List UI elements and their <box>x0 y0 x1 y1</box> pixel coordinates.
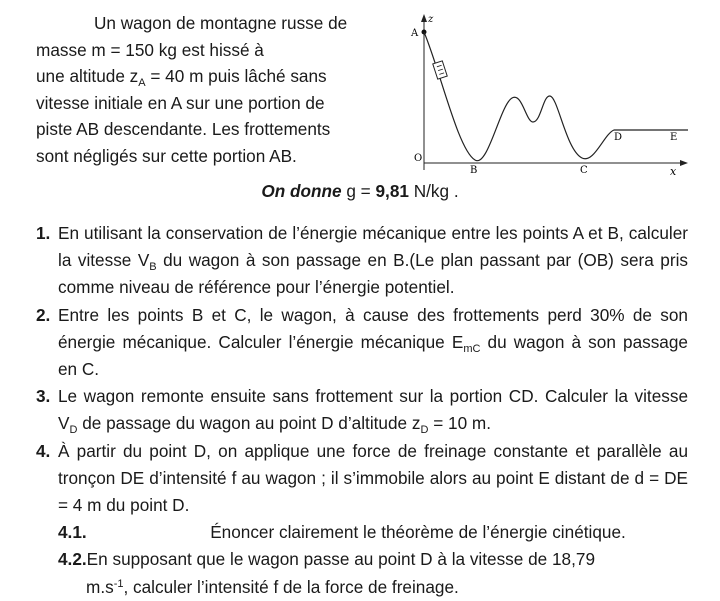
question-4 <box>36 438 688 520</box>
questions-list <box>36 220 688 601</box>
question-sub-2: D <box>420 424 429 437</box>
question-text: Énoncer clairement le théorème de l’énergie cinétique. <box>210 522 626 543</box>
question-number: 4. <box>36 440 51 461</box>
question-2 <box>36 302 688 384</box>
question-sub: mC <box>463 342 481 355</box>
question-1 <box>36 220 688 302</box>
question-sub: D <box>69 424 78 437</box>
intro-line-2 <box>36 37 370 64</box>
question-text-cont: de passage du wagon au point D d’altitude z <box>77 413 421 434</box>
label-E: E <box>670 132 678 143</box>
given-unit: N/kg . <box>408 181 459 201</box>
question-number: 4.1. <box>58 522 87 543</box>
given-g: g = <box>341 181 376 201</box>
question-text-end: = 10 m. <box>428 413 491 434</box>
question-3 <box>36 383 688 437</box>
wagon-icon <box>433 61 447 79</box>
question-text: À partir du point D, on applique une force de freinage constante et parallèle au tronçon DE d’intensité f au wagon ; il s’immobile alors au point E distant de d = DE = 4 m du point D. <box>58 440 688 516</box>
z-axis-arrow <box>421 14 427 22</box>
track-curve <box>424 32 688 161</box>
given-lead: On donne <box>261 181 342 201</box>
question-number: 1. <box>36 223 51 243</box>
intro-line-1: Un wagon de montagne russe de <box>94 13 348 33</box>
label-A: A <box>411 28 419 39</box>
question-text-cont: du wagon à son passage en C. <box>58 331 688 380</box>
label-z: z <box>428 14 434 25</box>
question-number: 4.2. <box>58 549 87 570</box>
intro-altitude-sub: A <box>138 77 146 90</box>
question-text-cont: du wagon à son passage en B.(Le plan passant par (OB) sera pris comme niveau de référence pour l’énergie potentiel. <box>58 250 688 298</box>
question-text: Le wagon remonte ensuite sans frottement sur la portion CD. Calculer la vitesse V <box>58 386 688 434</box>
label-B: B <box>470 165 478 176</box>
intro-mass-value: m = 150 kg est hissé à <box>91 39 264 60</box>
roller-coaster-figure <box>400 10 700 180</box>
given-value: 9,81 <box>375 181 409 201</box>
question-text: Entre les points B et C, le wagon, à cause des frottements perd 30% de son énergie mécanique. Calculer l’énergie mécanique E <box>58 304 688 352</box>
label-x: x <box>670 165 677 178</box>
question-sub: B <box>149 261 157 274</box>
intro-masse-label: masse <box>36 39 87 60</box>
label-D: D <box>614 132 623 143</box>
label-C: C <box>580 165 588 176</box>
given-constant <box>0 181 720 202</box>
intro-altitude-text: une altitude z <box>36 66 139 87</box>
intro-line-4: vitesse initiale en A sur une portion de <box>36 92 325 113</box>
question-sup: -1 <box>113 577 124 590</box>
x-axis-arrow <box>680 160 688 166</box>
question-unit: m.s <box>86 576 114 597</box>
question-text-cont: , calculer l’intensité f de la force de freinage. <box>123 576 459 597</box>
intro-line-3 <box>36 63 370 90</box>
intro-paragraph <box>36 10 370 170</box>
question-4-2 <box>36 546 688 573</box>
intro-line-6: sont négligés sur cette portion AB. <box>36 145 297 166</box>
question-number: 2. <box>36 304 51 325</box>
intro-altitude-value: = 40 m puis lâché sans <box>145 66 327 87</box>
intro-line-5: piste AB descendante. Les frottements <box>36 119 331 140</box>
label-O: O <box>414 153 423 164</box>
question-text: En supposant que le wagon passe au point D à la vitesse de 18,79 <box>86 549 596 570</box>
question-number: 3. <box>36 386 51 407</box>
question-text: En utilisant la conservation de l’énergie mécanique entre les points A et B, calculer la vitesse V <box>58 223 688 271</box>
question-4-1 <box>36 519 688 546</box>
